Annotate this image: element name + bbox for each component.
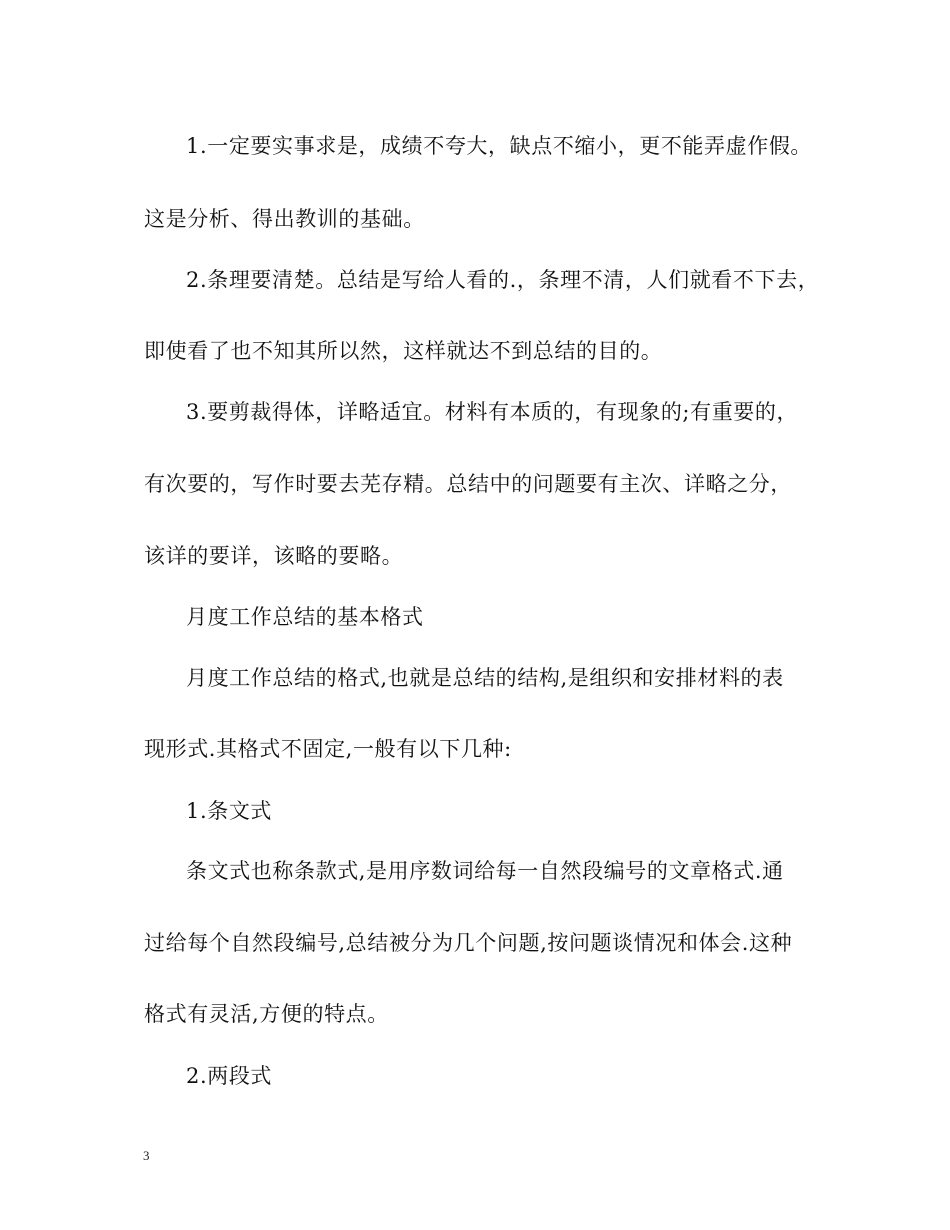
subheading: 2.两段式 (186, 1064, 273, 1088)
text-line: 即使看了也不知其所以然，这样就达不到总结的目的。 (144, 339, 663, 363)
text-line: 3.要剪裁得体，详略适宜。材料有本质的，有现象的;有重要的， (186, 400, 799, 424)
page-number: 3 (143, 1148, 150, 1163)
text-line: 条文式也称条款式,是用序数词给每一自然段编号的文章格式.通 (186, 859, 784, 883)
section-heading: 月度工作总结的基本格式 (186, 605, 424, 629)
text-line: 1.一定要实事求是，成绩不夸大，缺点不缩小，更不能弄虚作假。 (186, 134, 813, 158)
text-line: 这是分析、得出教训的基础。 (144, 207, 425, 231)
text-line: 该详的要详，该略的要略。 (144, 544, 404, 568)
subheading: 1.条文式 (186, 799, 273, 823)
text-line: 现形式.其格式不固定,一般有以下几种: (144, 737, 512, 761)
text-line: 2.条理要清楚。总结是写给人看的.，条理不清，人们就看不下去， (186, 268, 820, 292)
text-line: 格式有灵活,方便的特点。 (144, 1002, 389, 1026)
text-line: 有次要的，写作时要去芜存精。总结中的问题要有主次、详略之分， (144, 472, 792, 496)
text-line: 月度工作总结的格式,也就是总结的结构,是组织和安排材料的表 (186, 666, 784, 690)
text-line: 过给每个自然段编号,总结被分为几个问题,按问题谈情况和体会.这种 (144, 931, 793, 955)
